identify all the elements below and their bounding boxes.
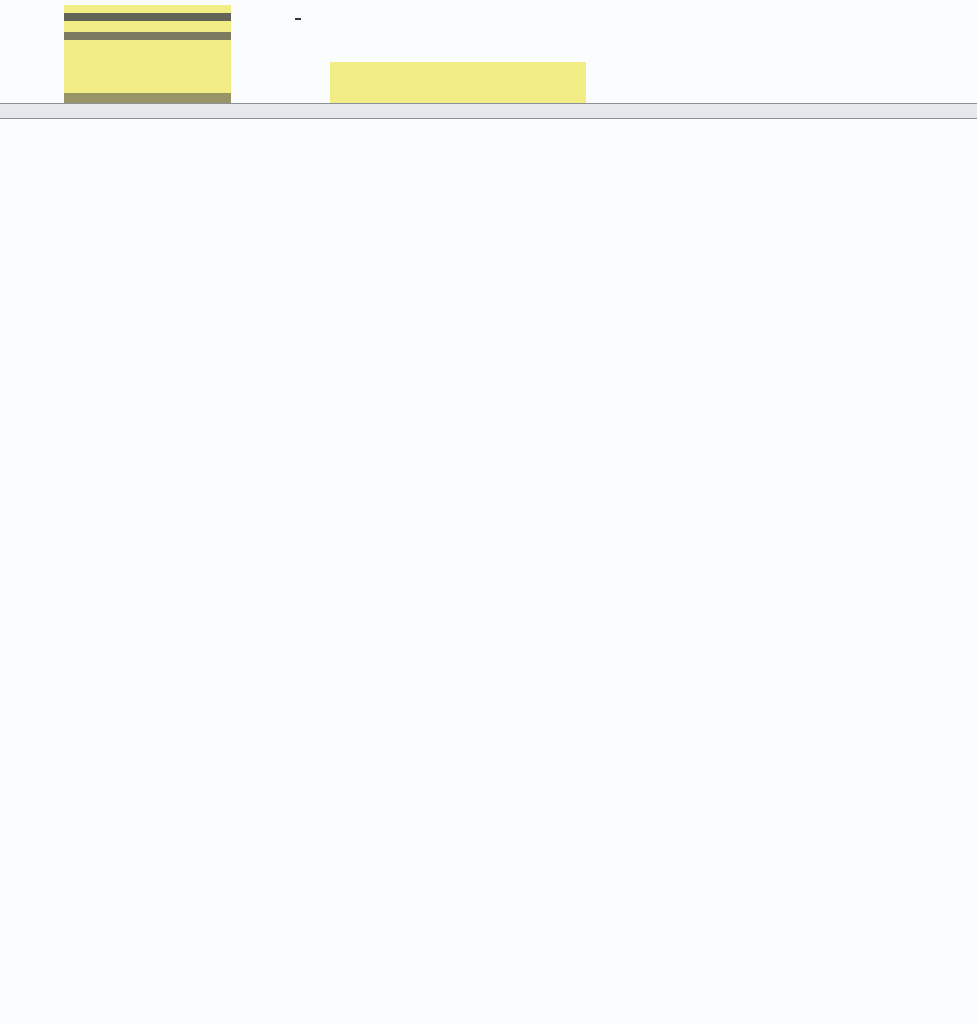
column-header-bar xyxy=(0,103,977,119)
stray-mark xyxy=(295,18,301,20)
header-highlight xyxy=(64,5,231,103)
award-labels-highlight xyxy=(330,62,586,104)
